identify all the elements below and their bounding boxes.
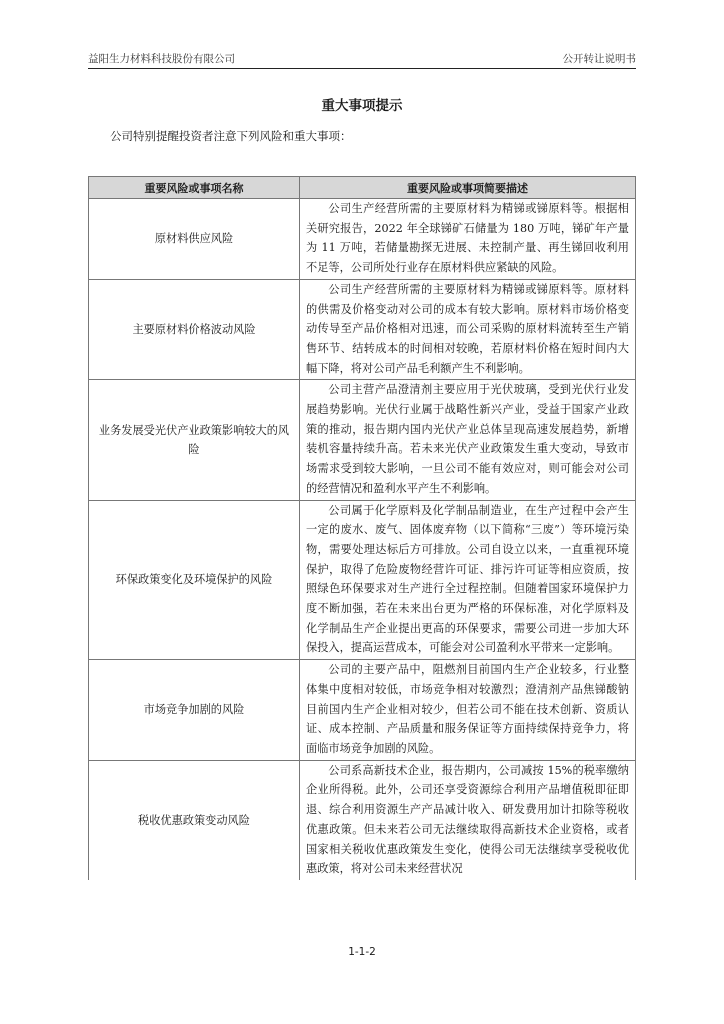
risk-description-text: 公司生产经营所需的主要原材料为精锑或锑原料等。根据相关研究报告，2022 年全球锑矿石储量为 180 万吨，锑矿年产量为 11 万吨，若储量勘探无进展、未控制产量、再生锑回收利用不足等，公司所处行业存在原材料供应紧缺的风险。 (306, 202, 629, 275)
page-number: 1-1-2 (348, 946, 376, 958)
table-header-row (89, 177, 636, 199)
risk-description-cell (300, 380, 636, 500)
table-row (89, 660, 636, 761)
header-divider (88, 68, 636, 69)
intro-text: 公司特别提醒投资者注意下列风险和重大事项： (110, 129, 352, 143)
risk-name-cell: 业务发展受光伏产业政策影响较大的风险 (89, 380, 300, 500)
risk-description-text: 公司的主要产品中，阻燃剂目前国内生产企业较多，行业整体集中度相对较低，市场竞争相对较激烈；澄清剂产品焦锑酸钠目前国内生产企业相对较少，但若公司不能在技术创新、资质认证、成本控制、产品质量和服务保证等方面持续保持竞争力，将面临市场竞争加剧的风险。 (306, 663, 629, 755)
header-company-name: 益阳生力材料科技股份有限公司 (88, 53, 235, 65)
column-header-risk-name: 重要风险或事项名称 (89, 177, 300, 199)
risk-description-cell (300, 660, 636, 761)
header-document-type: 公开转让说明书 (562, 53, 636, 65)
page-header (88, 50, 636, 66)
risk-description-text: 公司系高新技术企业，报告期内，公司减按 15%的税率缴纳企业所得税。此外，公司还享受资源综合利用产品增值税即征即退、综合利用资源生产产品减计收入、研发费用加计扣除等税收优惠政策。但未来若公司无法继续取得高新技术企业资格，或者国家相关税收优惠政策发生变化，使得公司无法继续享受税收优惠政策，将对公司未来经营状况 (306, 763, 629, 876)
risk-description-cell (300, 760, 636, 880)
risk-description-text: 公司主营产品澄清剂主要应用于光伏玻璃，受到光伏行业发展趋势影响。光伏行业属于战略性新兴产业，受益于国家产业政策的推动，报告期内国内光伏产业总体呈现高速发展趋势，新增装机容量持续升高。若未来光伏产业政策发生重大变动，导致市场需求受到较大影响，一旦公司不能有效应对，则可能会对公司的经营情况和盈利水平产生不利影响。 (306, 383, 629, 495)
risk-description-text: 公司属于化学原料及化学制品制造业，在生产过程中会产生一定的废水、废气、固体废弃物（以下简称“三废”）等环境污染物，需要处理达标后方可排放。公司自设立以来，一直重视环境保护，取得了危险废物经营许可证、排污许可证等相应资质，按照绿色环保要求对生产进行全过程控制。但随着国家环境保护力度不断加强，若在未来出台更为严格的环保标准，对化学原料及化学制品生产企业提出更高的环保要求，需要公司进一步加大环保投入，提高运营成本，可能会对公司盈利水平带来一定影响。 (306, 503, 629, 655)
table-row (89, 199, 636, 280)
risk-description-cell (300, 279, 636, 380)
table-row (89, 279, 636, 380)
risk-name-cell: 税收优惠政策变动风险 (89, 760, 300, 880)
table-row (89, 380, 636, 500)
risk-name-cell: 原材料供应风险 (89, 199, 300, 280)
risk-name-cell: 市场竞争加剧的风险 (89, 660, 300, 761)
risk-description-cell (300, 500, 636, 660)
page-title: 重大事项提示 (321, 98, 403, 114)
risk-name-cell: 主要原材料价格波动风险 (89, 279, 300, 380)
risk-table (88, 176, 636, 880)
column-header-risk-description: 重要风险或事项简要描述 (300, 177, 636, 199)
risk-name-cell: 环保政策变化及环境保护的风险 (89, 500, 300, 660)
risk-description-text: 公司生产经营所需的主要原材料为精锑或锑原料等。原材料的供需及价格变动对公司的成本有较大影响。原材料市场价格变动传导至产品价格相对迅速，而公司采购的原材料流转至生产销售环节、结转成本的时间相对较晚，若原材料价格在短时间内大幅下降，将对公司产品毛利额产生不利影响。 (306, 282, 629, 375)
table-row (89, 760, 636, 880)
risk-description-cell (300, 199, 636, 280)
table-row (89, 500, 636, 660)
